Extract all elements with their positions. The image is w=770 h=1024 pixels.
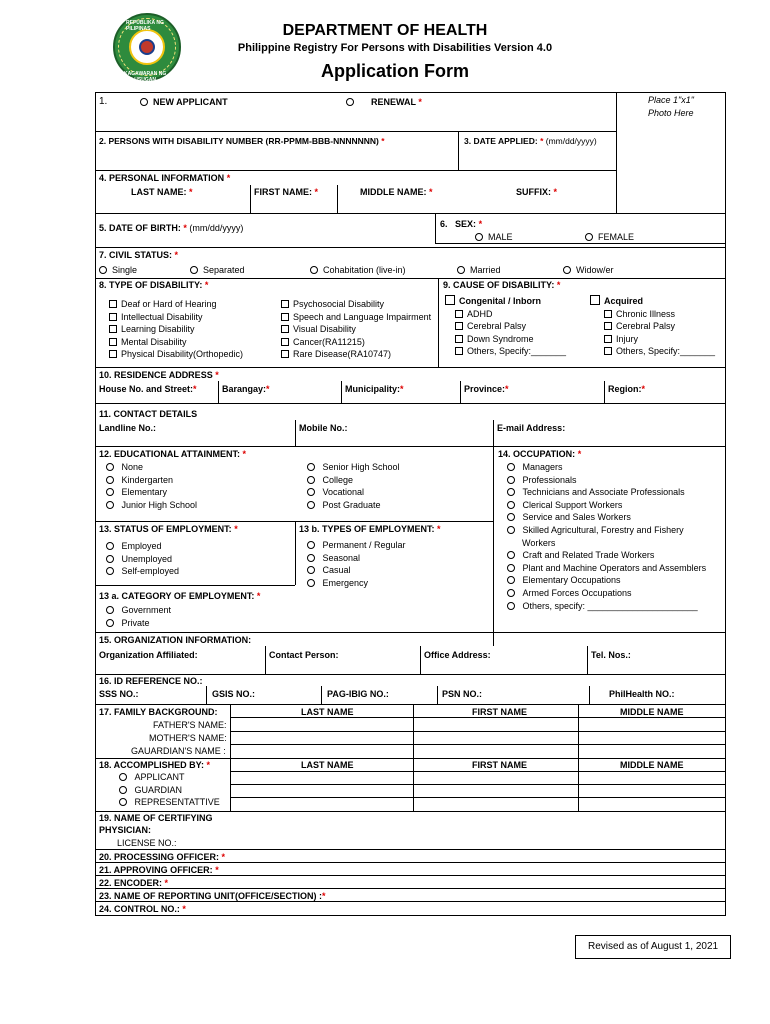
cause-cp-option[interactable]: Cerebral Palsy bbox=[455, 320, 566, 332]
emp-employed-option[interactable]: Employed bbox=[106, 540, 179, 553]
disability-mental-option[interactable]: Mental Disability bbox=[109, 336, 243, 349]
control-no-label: 24. CONTROL NO.: * bbox=[99, 904, 186, 914]
emptype-permanent-option[interactable]: Permanent / Regular bbox=[307, 539, 406, 552]
congenital-option[interactable]: Congenital / Inborn bbox=[445, 295, 541, 306]
accomplished-middle-header: MIDDLE NAME bbox=[620, 760, 684, 770]
employment-category-list bbox=[106, 604, 171, 629]
edu-postgrad-option[interactable]: Post Graduate bbox=[307, 499, 400, 512]
cause-down-option[interactable]: Down Syndrome bbox=[455, 333, 566, 345]
province-label: Province:* bbox=[464, 384, 509, 394]
new-applicant-label: NEW APPLICANT bbox=[153, 97, 228, 107]
occ-clerical-option[interactable]: Clerical Support Workers bbox=[507, 499, 706, 512]
revised-text: Revised as of August 1, 2021 bbox=[588, 941, 719, 952]
occupation-list bbox=[507, 461, 706, 612]
form-title: Application Form bbox=[321, 61, 469, 81]
mobile-label: Mobile No.: bbox=[299, 423, 348, 433]
occ-other-option[interactable]: Others, specify: ______________________ bbox=[507, 600, 706, 613]
occ-armed-option[interactable]: Armed Forces Occupations bbox=[507, 587, 706, 600]
edu-none-option[interactable]: None bbox=[106, 461, 197, 474]
middle-name-label: MIDDLE NAME: * bbox=[360, 187, 433, 197]
cause-injury-option[interactable]: Injury bbox=[604, 333, 715, 345]
occ-plant-option[interactable]: Plant and Machine Operators and Assemblers bbox=[507, 562, 706, 575]
occ-skilled-continued: Workers bbox=[522, 537, 556, 548]
emptype-casual-option[interactable]: Casual bbox=[307, 564, 406, 577]
disability-speech-option[interactable]: Speech and Language Impairment bbox=[281, 311, 431, 324]
family-last-header: LAST NAME bbox=[301, 707, 354, 717]
civil-cohabitation-option[interactable]: Cohabitation (live-in) bbox=[310, 265, 406, 275]
congenital-list bbox=[455, 308, 566, 358]
residence-label: 10. RESIDENCE ADDRESS * bbox=[99, 370, 219, 380]
renewal-label: RENEWAL bbox=[371, 97, 416, 107]
occ-professionals-option[interactable]: Professionals bbox=[507, 474, 706, 487]
license-no-label: LICENSE NO.: bbox=[117, 838, 177, 848]
suffix-label: SUFFIX: * bbox=[516, 187, 558, 197]
personal-info-label: 4. PERSONAL INFORMATION * bbox=[99, 173, 231, 183]
edu-kinder-option[interactable]: Kindergarten bbox=[106, 474, 197, 487]
gsis-label: GSIS NO.: bbox=[212, 689, 256, 699]
empcat-government-option[interactable]: Government bbox=[106, 604, 171, 617]
acquired-option[interactable]: Acquired bbox=[590, 295, 643, 306]
revised-box bbox=[575, 935, 731, 959]
pagibig-label: PAG-IBIG NO.: bbox=[327, 689, 389, 699]
id-reference-label: 16. ID REFERENCE NO.: bbox=[99, 676, 203, 686]
occ-skilled-option[interactable]: Skilled Agricultural, Forestry and Fishery bbox=[507, 524, 706, 537]
cause-adhd-option[interactable]: ADHD bbox=[455, 308, 566, 320]
photo-line-1: Place 1"x1" bbox=[648, 95, 694, 105]
disability-cancer-option[interactable]: Cancer(RA11215) bbox=[281, 336, 431, 349]
accomplished-list bbox=[119, 771, 220, 809]
cause-acq-other-option[interactable]: Others, Specify:_______ bbox=[604, 345, 715, 357]
sex-male-option[interactable]: MALE bbox=[475, 232, 513, 242]
first-name-label: FIRST NAME: * bbox=[254, 187, 319, 197]
employment-status-list bbox=[106, 540, 179, 578]
pwd-number-label: 2. PERSONS WITH DISABILITY NUMBER (RR-PPMM-BBB-NNNNNNN) * bbox=[99, 136, 385, 146]
new-applicant-option[interactable] bbox=[140, 97, 228, 107]
disability-learning-option[interactable]: Learning Disability bbox=[109, 323, 243, 336]
disability-physical-option[interactable]: Physical Disability(Orthopedic) bbox=[109, 348, 243, 361]
employment-category-label: 13 a. CATEGORY OF EMPLOYMENT: * bbox=[99, 591, 261, 601]
civil-married-option[interactable]: Married bbox=[457, 265, 501, 275]
edu-shs-option[interactable]: Senior High School bbox=[307, 461, 400, 474]
dept-title: DEPARTMENT OF HEALTH bbox=[282, 22, 488, 39]
disability-col-1 bbox=[109, 298, 243, 361]
family-background-label: 17. FAMILY BACKGROUND: bbox=[99, 707, 218, 717]
acquired-list bbox=[604, 308, 715, 358]
encoder-label: 22. ENCODER: * bbox=[99, 878, 169, 888]
occ-elementary-option[interactable]: Elementary Occupations bbox=[507, 574, 706, 587]
education-label: 12. EDUCATIONAL ATTAINMENT: * bbox=[99, 449, 247, 459]
occ-managers-option[interactable]: Managers bbox=[507, 461, 706, 474]
renewal-option[interactable]: RENEWAL * bbox=[346, 97, 422, 107]
emp-unemployed-option[interactable]: Unemployed bbox=[106, 553, 179, 566]
edu-vocational-option[interactable]: Vocational bbox=[307, 486, 400, 499]
approving-officer-label: 21. APPROVING OFFICER: * bbox=[99, 865, 219, 875]
mother-name-label: MOTHER'S NAME: bbox=[149, 733, 227, 743]
emp-self-option[interactable]: Self-employed bbox=[106, 565, 179, 578]
civil-status-label: 7. CIVIL STATUS: * bbox=[99, 250, 179, 260]
cause-chronic-option[interactable]: Chronic Illness bbox=[604, 308, 715, 320]
disability-type-label: 8. TYPE OF DISABILITY: * bbox=[99, 280, 209, 290]
occ-service-option[interactable]: Service and Sales Workers bbox=[507, 511, 706, 524]
disability-psychosocial-option[interactable]: Psychosocial Disability bbox=[281, 298, 431, 311]
occ-technicians-option[interactable]: Technicians and Associate Professionals bbox=[507, 486, 706, 499]
psn-label: PSN NO.: bbox=[442, 689, 483, 699]
acc-guardian-option[interactable]: GUARDIAN bbox=[119, 784, 220, 797]
accomplished-first-header: FIRST NAME bbox=[472, 760, 527, 770]
edu-jhs-option[interactable]: Junior High School bbox=[106, 499, 197, 512]
family-middle-header: MIDDLE NAME bbox=[620, 707, 684, 717]
education-col-2 bbox=[307, 461, 400, 511]
physician-label: PHYSICIAN: bbox=[99, 825, 152, 835]
region-label: Region:* bbox=[608, 384, 646, 394]
disability-deaf-option[interactable]: Deaf or Hard of Hearing bbox=[109, 298, 243, 311]
disability-col-2 bbox=[281, 298, 431, 361]
accomplished-last-header: LAST NAME bbox=[301, 760, 354, 770]
landline-label: Landline No.: bbox=[99, 423, 156, 433]
guardian-name-label: GAUARDIAN'S NAME : bbox=[131, 746, 226, 756]
contact-person-label: Contact Person: bbox=[269, 650, 339, 660]
office-address-label: Office Address: bbox=[424, 650, 491, 660]
employment-status-label: 13. STATUS OF EMPLOYMENT: * bbox=[99, 524, 238, 534]
occ-craft-option[interactable]: Craft and Related Trade Workers bbox=[507, 549, 706, 562]
education-col-1 bbox=[106, 461, 197, 511]
tel-nos-label: Tel. Nos.: bbox=[591, 650, 631, 660]
registry-title: Philippine Registry For Persons with Disabilities Version 4.0 bbox=[237, 42, 553, 54]
organization-label: 15. ORGANIZATION INFORMATION: bbox=[99, 635, 252, 645]
edu-college-option[interactable]: College bbox=[307, 474, 400, 487]
cause-acq-cp-option[interactable]: Cerebral Palsy bbox=[604, 320, 715, 332]
email-label: E-mail Address: bbox=[497, 423, 566, 433]
barangay-label: Barangay:* bbox=[222, 384, 270, 394]
photo-line-2: Photo Here bbox=[648, 108, 694, 118]
emptype-seasonal-option[interactable]: Seasonal bbox=[307, 552, 406, 565]
sex-label: 6. SEX: * bbox=[440, 219, 483, 229]
house-street-label: House No. and Street:* bbox=[99, 384, 197, 394]
disability-rare-option[interactable]: Rare Disease(RA10747) bbox=[281, 348, 431, 361]
disability-visual-option[interactable]: Visual Disability bbox=[281, 323, 431, 336]
reporting-unit-label: 23. NAME OF REPORTING UNIT(OFFICE/SECTION) :* bbox=[99, 891, 326, 901]
s1-number: 1. bbox=[99, 96, 108, 107]
date-applied-label: 3. DATE APPLIED: * (mm/dd/yyyy) bbox=[464, 136, 597, 146]
philhealth-label: PhilHealth NO.: bbox=[609, 689, 675, 699]
edu-elementary-option[interactable]: Elementary bbox=[106, 486, 197, 499]
cause-label: 9. CAUSE OF DISABILITY: * bbox=[443, 280, 561, 290]
civil-widow-option[interactable]: Widow/er bbox=[563, 265, 614, 275]
father-name-label: FATHER'S NAME: bbox=[153, 720, 227, 730]
civil-separated-option[interactable]: Separated bbox=[190, 265, 245, 275]
occupation-label: 14. OCCUPATION: * bbox=[498, 449, 582, 459]
last-name-label: LAST NAME: * bbox=[131, 187, 193, 197]
employment-type-list bbox=[307, 539, 406, 589]
seal-bottom-text: KAGAWARAN NG KALUSUGAN bbox=[124, 71, 167, 83]
accomplished-by-label: 18. ACCOMPLISHED BY: * bbox=[99, 760, 211, 770]
seal-top-text: REPUBLIKA NG PILIPINAS bbox=[126, 20, 164, 32]
empcat-private-option[interactable]: Private bbox=[106, 617, 171, 630]
employment-type-label: 13 b. TYPES OF EMPLOYMENT: * bbox=[299, 524, 441, 534]
cause-cong-other-option[interactable]: Others, Specify:_______ bbox=[455, 345, 566, 357]
disability-intellectual-option[interactable]: Intellectual Disability bbox=[109, 311, 243, 324]
emptype-emergency-option[interactable]: Emergency bbox=[307, 577, 406, 590]
family-first-header: FIRST NAME bbox=[472, 707, 527, 717]
contact-details-label: 11. CONTACT DETAILS bbox=[99, 409, 198, 419]
sex-female-option[interactable]: FEMALE bbox=[585, 232, 634, 242]
dob-label: 5. DATE OF BIRTH: * (mm/dd/yyyy) bbox=[99, 223, 244, 233]
sss-label: SSS NO.: bbox=[99, 689, 139, 699]
municipality-label: Municipality:* bbox=[345, 384, 404, 394]
certifying-physician-label: 19. NAME OF CERTIFYING bbox=[99, 813, 213, 823]
civil-single-option[interactable]: Single bbox=[99, 265, 137, 275]
processing-officer-label: 20. PROCESSING OFFICER: * bbox=[99, 852, 226, 862]
acc-applicant-option[interactable]: APPLICANT bbox=[119, 771, 220, 784]
org-affiliated-label: Organization Affiliated: bbox=[99, 650, 198, 660]
acc-representative-option[interactable]: REPRESENTATTIVE bbox=[119, 796, 220, 809]
